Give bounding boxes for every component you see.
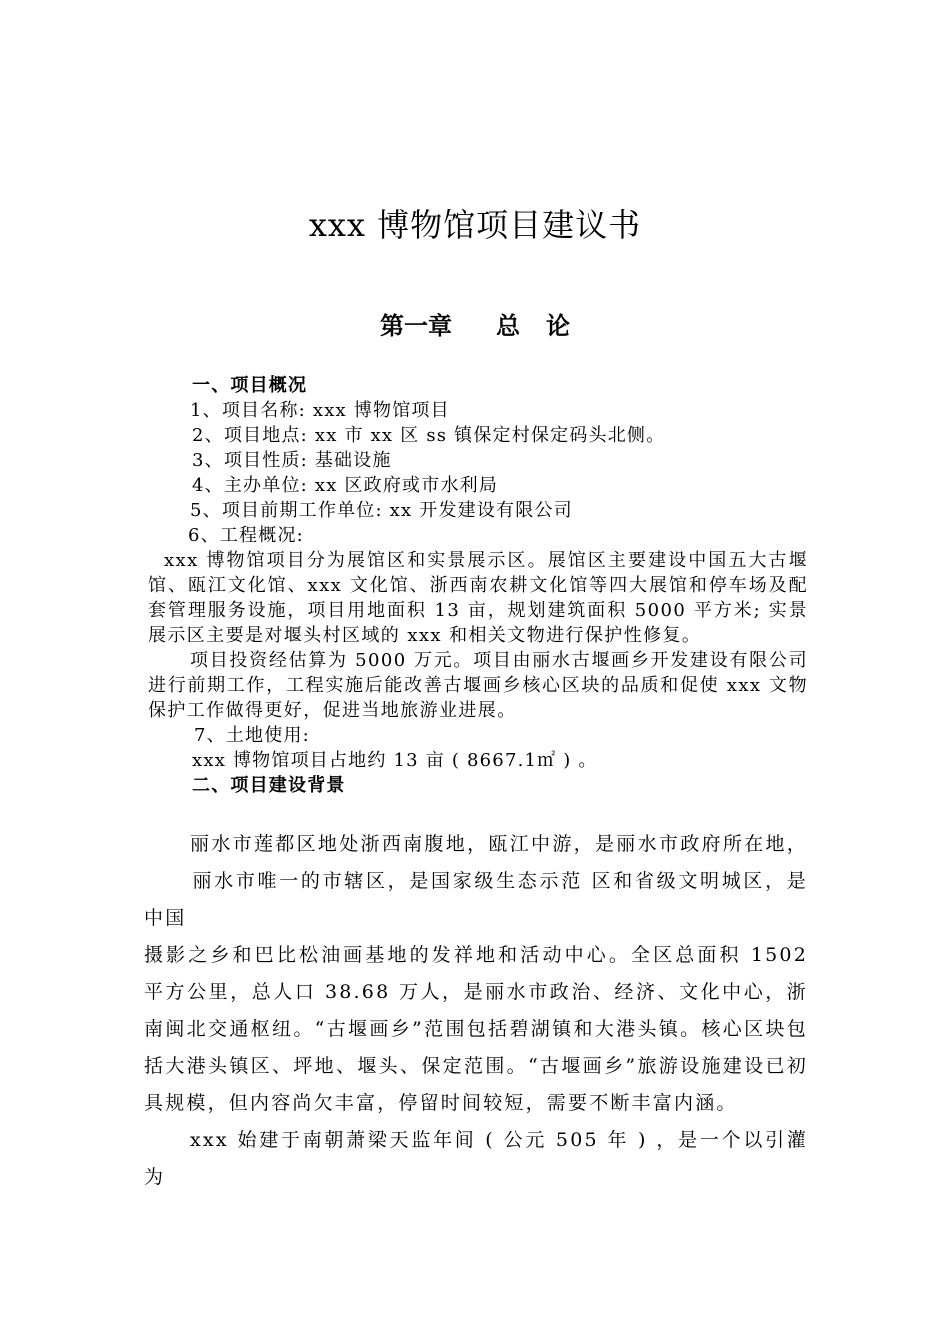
list-item: 6、工程概况: (188, 525, 304, 546)
land-heading: 7、土地使用: (194, 725, 310, 746)
investment-paragraph: 项目投资经估算为 5000 万元。项目由丽水古堰画乡开发建设有限公司进行前期工作，工程实施后能改善古堰画乡核心区块的品质和促使 xxx 文物保护工作做得更好，促进当地旅游业进展。 (148, 650, 808, 721)
list-item: 5、项目前期工作单位: xx 开发建设有限公司 (190, 500, 573, 521)
background-paragraph (144, 826, 808, 937)
overview-paragraph: xxx 博物馆项目分为展馆区和实景展示区。展馆区主要建设中国五大古堰馆、瓯江文化馆、xxx 文化馆、浙西南农耕文化馆等四大展馆和停车场及配套管理服务设施，项目用地面积 13 亩，规划建筑面积 5000 平方米; 实景展示区主要是对堰头村区域的 xxx 和相关文物进行保护性修复。 (148, 550, 808, 646)
chapter-heading (0, 306, 950, 341)
land-paragraph: xxx 博物馆项目占地约 13 亩 ( 8667.1㎡ ) 。 (192, 750, 598, 771)
list-item: 4、主办单位: xx 区政府或市水利局 (192, 475, 499, 496)
chapter-word-2: 论 (546, 311, 570, 340)
list-item: 3、项目性质: 基础设施 (192, 450, 392, 471)
section-heading: 二、项目建设背景 (192, 775, 346, 796)
chapter-number: 第一章 (380, 311, 452, 340)
section-background (144, 826, 808, 1196)
list-item: 2、项目地点: xx 市 xx 区 ss 镇保定村保定码头北侧。 (192, 425, 666, 446)
background-paragraph: 摄影之乡和巴比松油画基地的发祥地和活动中心。全区总面积 1502 平方公里，总人口 38.68 万人，是丽水市政治、经济、文化中心，浙南闽北交通枢纽。“古堰画乡”范围包括碧湖镇和大港头镇。核心区块包括大港头镇区、坪地、堰头、保定范围。“古堰画乡”旅游设施建设已初具规模，但内容尚欠丰富，停留时间较短，需要不断丰富内涵。 (144, 944, 808, 1114)
list-item: 1、项目名称: xxx 博物馆项目 (190, 400, 450, 421)
section-heading: 一、项目概况 (192, 375, 308, 396)
background-text-b: 丽水市唯一的市辖区，是国家级生态示范 区和省级文明城区，是中国 (144, 870, 808, 929)
document-title: xxx 博物馆项目建议书 (308, 206, 642, 244)
section-overview (148, 373, 808, 798)
history-paragraph: xxx 始建于南朝萧梁天监年间 ( 公元 505 年 ) ，是一个以引灌为 (144, 1129, 808, 1188)
background-text-a: 丽水市莲都区地处浙西南腹地，瓯江中游，是丽水市政府所在地， (190, 833, 808, 855)
chapter-word-1: 总 (496, 311, 520, 340)
